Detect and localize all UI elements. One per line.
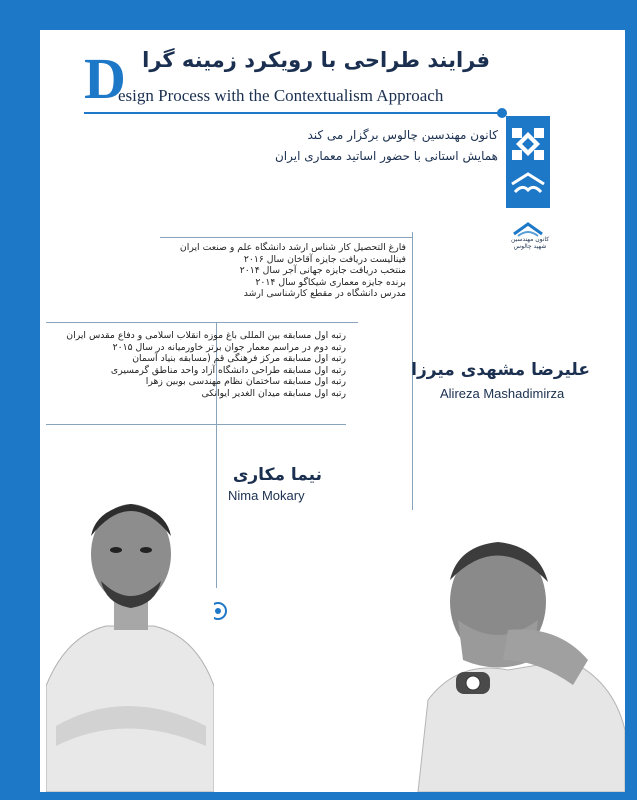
- frame-left: [0, 0, 40, 800]
- speaker1-photo: [398, 510, 625, 792]
- speaker1-name-persian: علیرضا مشهدی میرزا: [411, 360, 590, 380]
- speaker1-bio-rule: [160, 237, 412, 238]
- speaker2-bio-line: رتبه اول مسابقه ساختمان نظام مهندسی بوبین زهرا: [145, 376, 346, 387]
- title-initial-letter: D: [84, 46, 126, 111]
- title-persian: فرایند طراحی با رویکرد زمینه گرا: [142, 48, 490, 72]
- speaker2-bio-line: رتبه دوم در مراسم معمار جوان برتر خاورمیانه در سال ۲۰۱۵: [112, 341, 346, 353]
- logo-caption-line2: شهید چالوس: [513, 243, 547, 250]
- speaker1-name-english: Alireza Mashadimirza: [440, 386, 565, 401]
- speaker2-name-persian: نیما مکاری: [232, 465, 322, 485]
- speaker2-bio-rule: [46, 322, 358, 323]
- header-divider: [84, 112, 502, 114]
- speaker1-bio-line: برنده جایزه معماری شیکاگو سال ۲۰۱۴: [255, 276, 406, 288]
- speaker1-bio-line: منتخب دریافت جایزه جهانی آجر سال ۲۰۱۴: [239, 265, 406, 276]
- logo-caption-line1: کانون مهندسین: [510, 236, 550, 243]
- speaker2-photo: [46, 486, 214, 792]
- speaker2-bio-line: رتبه اول مسابقه مرکز فرهنگی قم (مسابقه بنیاد آسمان: [132, 353, 346, 364]
- logo-caption: [502, 236, 558, 250]
- speaker1-bio-line: فینالیست دریافت جایزه آقاخان سال ۲۰۱۶: [243, 253, 406, 265]
- speaker1-bio-line: فارغ التحصیل کار شناس ارشد دانشگاه علم و صنعت ایران: [179, 242, 406, 253]
- organizer-line-2: همایش استانی با حضور اساتید معماری ایران: [274, 149, 498, 163]
- speaker1-bio-line: مدرس دانشگاه در مقطع کارشناسی ارشد: [243, 288, 406, 299]
- speaker2-bio-line: رتبه اول مسابقه طراحی دانشگاه آزاد واحد مناطق گرمسیری: [110, 364, 346, 376]
- speaker2-bio-line: رتبه اول مسابقه بین المللی باغ موزه انقلاب اسلامی و دفاع مقدس ایران: [66, 330, 346, 341]
- title-english: esign Process with the Contextualism Approach: [118, 86, 444, 105]
- chalus-engineers-logo-icon: [506, 124, 550, 164]
- speaker2-bio: [46, 330, 346, 399]
- frame-bottom: [0, 792, 637, 800]
- speaker2-name-english: Nima Mokary: [228, 488, 305, 503]
- speaker2-bio-line: رتبه اول مسابقه میدان الغدیر ایوانکی: [201, 387, 346, 399]
- frame-top: [0, 0, 637, 30]
- speaker2-bio-rule-bottom: [46, 424, 346, 425]
- frame-right: [625, 0, 637, 800]
- organizer-line-1: کانون مهندسین چالوس برگزار می کند: [307, 128, 498, 142]
- speaker1-bio: [150, 242, 406, 300]
- handshake-roof-icon: [506, 170, 550, 200]
